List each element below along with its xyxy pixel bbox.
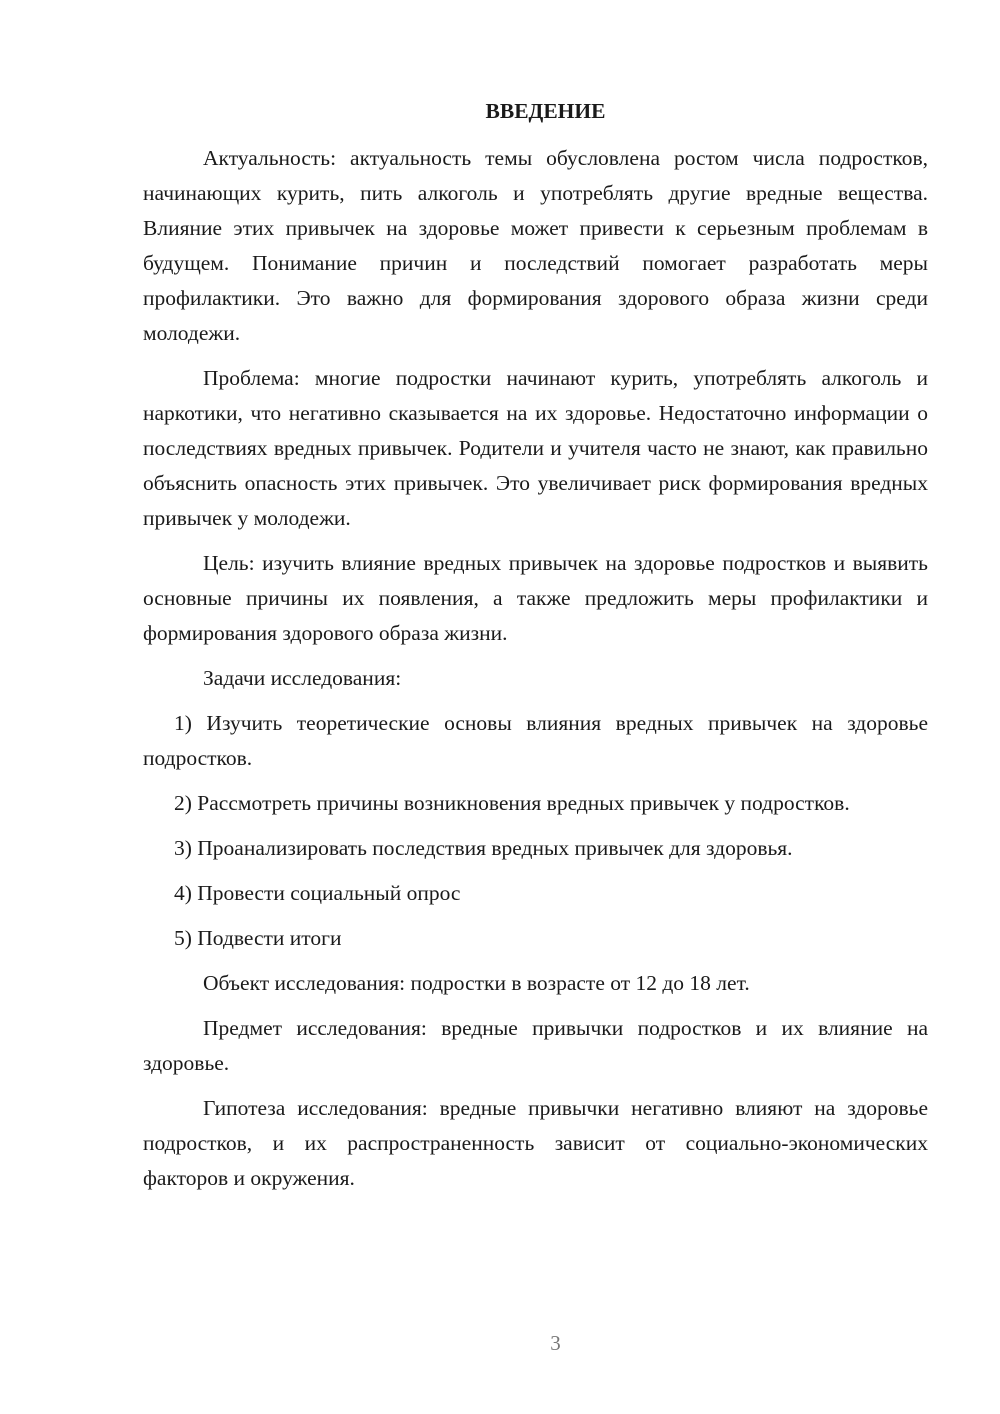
page-number: 3 [550, 1331, 561, 1355]
task-item: 1) Изучить теоретические основы влияния вредных привычек на здоровье подростков. [143, 711, 928, 770]
problem-paragraph: Проблема: многие подростки начинают курить, употреблять алкоголь и наркотики, что негативно сказывается на их здоровье. Недостаточно информации о последствиях вредных привычек. Родители и учителя часто не знают, как правильно объяснить опасность этих привычек. Это увеличивает риск формирования вредных привычек у молодежи. [143, 366, 928, 530]
research-object-paragraph: Объект исследования: подростки в возрасте от 12 до 18 лет. [203, 971, 750, 995]
task-item: 3) Проанализировать последствия вредных привычек для здоровья. [174, 836, 793, 860]
task-item: 4) Провести социальный опрос [174, 881, 461, 905]
tasks-intro: Задачи исследования: [203, 666, 402, 690]
goal-paragraph: Цель: изучить влияние вредных привычек на здоровье подростков и выявить основные причины их появления, а также предложить меры профилактики и формирования здорового образа жизни. [143, 551, 928, 645]
hypothesis-paragraph: Гипотеза исследования: вредные привычки негативно влияют на здоровье подростков, и их распространенность зависит от социально-экономических факторов и окружения. [143, 1096, 928, 1190]
task-item: 2) Рассмотреть причины возникновения вредных привычек у подростков. [174, 791, 850, 815]
task-item: 5) Подвести итоги [174, 926, 342, 950]
research-subject-paragraph: Предмет исследования: вредные привычки подростков и их влияние на здоровье. [143, 1016, 928, 1075]
section-heading: ВВЕДЕНИЕ [485, 99, 606, 123]
document-body [143, 141, 928, 1206]
relevance-paragraph: Актуальность: актуальность темы обусловлена ростом числа подростков, начинающих курить, пить алкоголь и употреблять другие вредные вещества. Влияние этих привычек на здоровье может привести к серьезным проблемам в будущем. Понимание причин и последствий помогает разработать меры профилактики. Это важно для формирования здорового образа жизни среди молодежи. [143, 146, 928, 345]
document-page [143, 0, 928, 1414]
